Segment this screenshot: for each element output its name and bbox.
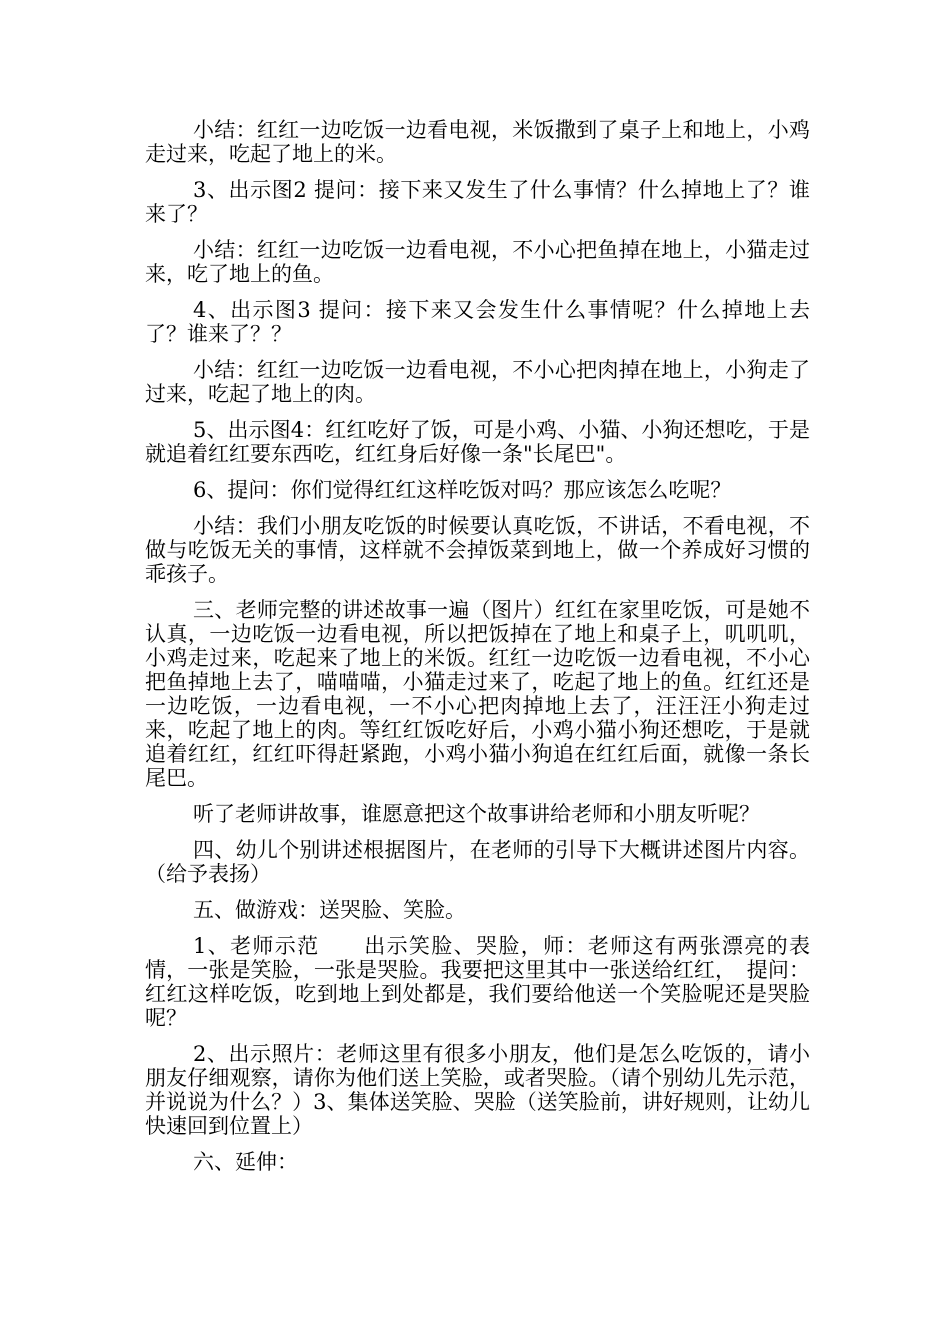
paragraph-summary-1: 小结：红红一边吃饭一边看电视，米饭撒到了桌子上和地上，小鸡走过来，吃起了地上的米。 [145, 118, 810, 166]
paragraph-section-4: 四、幼儿个别讲述根据图片，在老师的引导下大概讲述图片内容。（给予表扬） [145, 838, 810, 886]
paragraph-section-6-extension: 六、延伸： [193, 1150, 298, 1174]
paragraph-summary-3: 小结：红红一边吃饭一边看电视，不小心把肉掉在地上，小狗走了过来，吃起了地上的肉。 [145, 358, 810, 406]
paragraph-section-3-story: 三、老师完整的讲述故事一遍（图片）红红在家里吃饭，可是她不认真，一边吃饭一边看电视，所以把饭掉在了地上和桌子上，叽叽叽，小鸡走过来，吃起来了地上的米饭。红红一边吃饭一边看电视，不小心把鱼掉地上去了，喵喵喵，小猫走过来了，吃起了地上的鱼。红红还是一边吃饭，一边看电视，一不小心把肉掉地上去了，汪汪汪小狗走过来，吃起了地上的肉。等红红饭吃好后，小鸡小猫小狗还想吃，于是就追着红红，红红吓得赶紧跑，小鸡小猫小狗追在红红后面，就像一条长尾巴。 [145, 598, 810, 790]
paragraph-game-step-2: 2、出示照片：老师这里有很多小朋友，他们是怎么吃饭的，请小朋友仔细观察，请你为他们送上笑脸，或者哭脸。（请个别幼儿先示范，并说说为什么？）3、集体送笑脸、哭脸（送笑脸前，讲好规则，让幼儿快速回到位置上） [145, 1042, 810, 1138]
paragraph-retell-question: 听了老师讲故事，谁愿意把这个故事讲给老师和小朋友听呢？ [193, 802, 760, 826]
paragraph-summary-2: 小结：红红一边吃饭一边看电视，不小心把鱼掉在地上，小猫走过来，吃了地上的鱼。 [145, 238, 810, 286]
paragraph-step-6: 6、提问：你们觉得红红这样吃饭对吗？那应该怎么吃呢？ [193, 478, 732, 502]
paragraph-section-5-game: 五、做游戏：送哭脸、笑脸。 [193, 898, 466, 922]
paragraph-game-step-1: 1、老师示范 出示笑脸、哭脸，师：老师这有两张漂亮的表情，一张是笑脸，一张是哭脸。我要把这里其中一张送给红红， 提问：红红这样吃饭，吃到地上到处都是，我们要给他送一个笑脸呢还是哭脸呢？ [145, 934, 810, 1030]
paragraph-step-5: 5、出示图4：红红吃好了饭，可是小鸡、小猫、小狗还想吃，于是就追着红红要东西吃，红红身后好像一条"长尾巴"。 [145, 418, 810, 466]
document-body [145, 118, 810, 1186]
paragraph-step-3: 3、出示图2 提问：接下来又发生了什么事情？什么掉地上了？谁来了？ [145, 178, 810, 226]
paragraph-step-4: 4、出示图3 提问：接下来又会发生什么事情呢？什么掉地上去了？谁来了？？ [145, 298, 810, 346]
paragraph-summary-4: 小结：我们小朋友吃饭的时候要认真吃饭，不讲话，不看电视，不做与吃饭无关的事情，这样就不会掉饭菜到地上，做一个养成好习惯的乖孩子。 [145, 514, 810, 586]
